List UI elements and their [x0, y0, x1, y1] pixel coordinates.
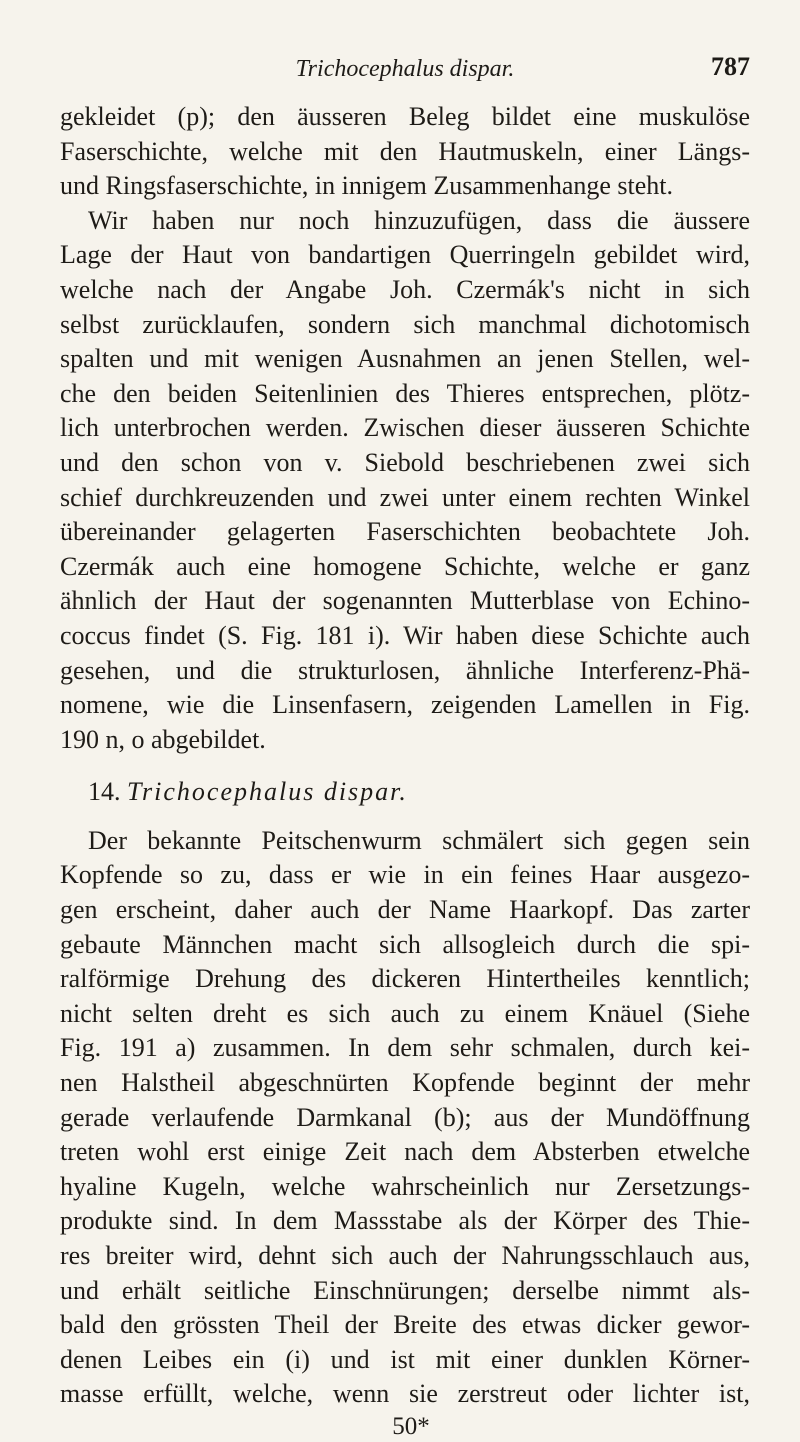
text-line: ähnlich der Haut der sogenannten Mutterblase von Echino- [60, 586, 750, 616]
body-text [60, 100, 750, 1442]
section-number: 14. [88, 777, 121, 807]
text-line: coccus findet (S. Fig. 181 i). Wir haben diese Schichte auch [60, 620, 750, 650]
text-line: nen Halstheil abgeschnürten Kopfende beginnt der mehr [60, 1068, 750, 1098]
text-line: Der bekannte Peitschenwurm schmälert sich gegen sein [88, 825, 750, 855]
section-heading [60, 775, 750, 810]
text-line: Faserschichte, welche mit den Hautmuskeln, einer Längs- [60, 136, 750, 166]
text-line: nomene, wie die Linsenfasern, zeigenden Lamellen in Fig. [60, 690, 750, 720]
text-line: schief durchkreuzenden und zwei unter einem rechten Winkel [60, 482, 750, 512]
text-line: lich unterbrochen werden. Zwischen dieser äusseren Schichte [60, 413, 750, 443]
text-line: gesehen, und die strukturlosen, ähnliche Interferenz-Phä- [60, 655, 750, 685]
text-line: und den schon von v. Siebold beschriebenen zwei sich [60, 447, 750, 477]
text-line: bald den grössten Theil der Breite des etwas dicker gewor- [60, 1310, 750, 1340]
page-header [60, 52, 750, 92]
text-line: gebaute Männchen macht sich allsogleich durch die spi- [60, 929, 750, 959]
text-line: res breiter wird, dehnt sich auch der Nahrungsschlauch aus, [60, 1241, 750, 1270]
text-line: Wir haben nur noch hinzuzufügen, dass die äussere [88, 205, 750, 235]
text-line: produkte sind. In dem Massstabe als der Körper des Thie- [60, 1206, 750, 1236]
text-line: denen Leibes ein (i) und ist mit einer dunklen Körner- [60, 1344, 750, 1374]
text-line: hyaline Kugeln, welche wahrscheinlich nur Zersetzungs- [60, 1171, 750, 1201]
text-line: gekleidet (p); den äusseren Beleg bildet eine muskulöse [60, 102, 750, 131]
page-number: 787 [711, 52, 750, 81]
text-line: Lage der Haut von bandartigen Querringeln gebildet wird, [60, 240, 750, 270]
text-line: ralförmige Drehung des dickeren Hintertheiles kenntlich; [60, 964, 750, 994]
text-line: welche nach der Angabe Joh. Czermák's nicht in sich [60, 274, 750, 304]
text-line: Kopfende so zu, dass er wie in ein feines Haar ausgezo- [60, 860, 750, 890]
text-line: spalten und mit wenigen Ausnahmen an jenen Stellen, wel- [60, 344, 750, 374]
text-line: nicht selten dreht es sich auch zu einem Knäuel (Siehe [60, 998, 750, 1028]
text-line: und Ringsfaserschichte, in innigem Zusammenhange steht. [60, 171, 674, 201]
section-title: Trichocephalus dispar. [127, 777, 408, 807]
running-title: Trichocephalus dispar. [295, 56, 515, 82]
paragraph-2 [60, 204, 750, 758]
text-line: che den beiden Seitenlinien des Thieres entsprechen, plötz- [60, 378, 750, 408]
text-line: selbst zurücklaufen, sondern sich manchmal dichotomisch [60, 309, 750, 339]
text-line: und erhält seitliche Einschnürungen; derselbe nimmt als- [60, 1275, 750, 1305]
text-line: Fig. 191 a) zusammen. In dem sehr schmalen, durch kei- [60, 1033, 750, 1063]
text-line: Czermák auch eine homogene Schichte, welche er ganz [60, 551, 750, 581]
text-line: 190 n, o abgebildet. [60, 724, 266, 754]
text-line: masse erfüllt, welche, wenn sie zerstreut oder lichter ist, [60, 1379, 750, 1409]
text-line: gen erscheint, daher auch der Name Haarkopf. Das zarter [60, 895, 750, 925]
paragraph-3 [60, 824, 750, 1412]
text-line: treten wohl erst einige Zeit nach dem Absterben etwelche [60, 1137, 750, 1167]
paragraph-1 [60, 100, 750, 204]
signature-mark: 50* [392, 1412, 430, 1440]
text-line: gerade verlaufende Darmkanal (b); aus der Mundöffnung [60, 1102, 750, 1132]
text-line: übereinander gelagerten Faserschichten beobachtete Joh. [60, 517, 750, 547]
